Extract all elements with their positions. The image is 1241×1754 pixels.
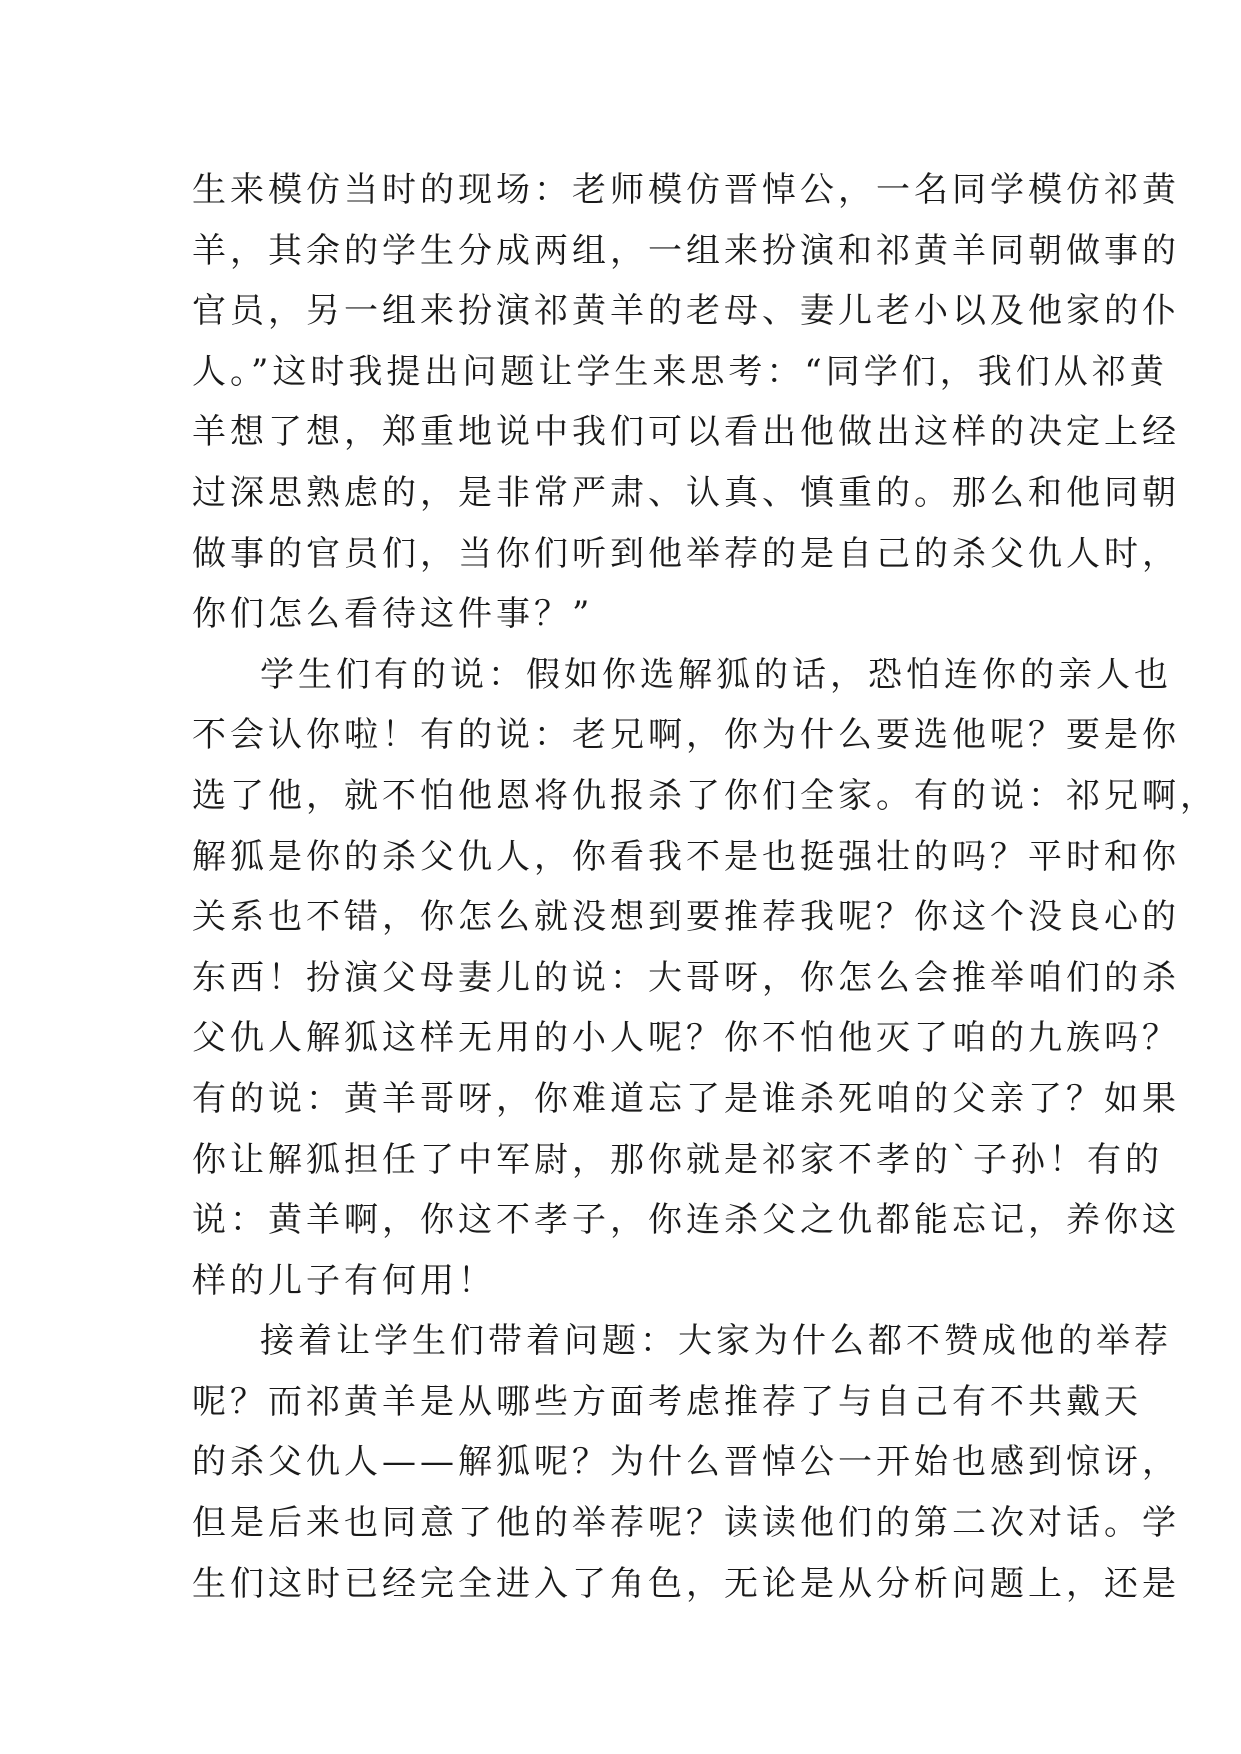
text-line: 选了他，就不怕他恩将仇报杀了你们全家。有的说：祁兄啊， <box>192 775 1218 816</box>
text-line: 生来模仿当时的现场：老师模仿晋悼公，一名同学模仿祁黄 <box>192 170 1180 210</box>
text-line: 东西！扮演父母妻儿的说：大哥呀，你怎么会推举咱们的杀 <box>192 957 1180 998</box>
text-line: 你让解狐担任了中军尉，那你就是祁家不孝的`子孙！有的 <box>192 1139 1163 1180</box>
text-line: 呢？而祁黄羊是从哪些方面考虑推荐了与自己有不共戴天 <box>192 1381 1142 1422</box>
text-line: 父仇人解狐这样无用的小人呢？你不怕他灭了咱的九族吗？ <box>192 1018 1180 1059</box>
text-line: 有的说：黄羊哥呀，你难道忘了是谁杀死咱的父亲了？如果 <box>192 1078 1180 1119</box>
text-line: 官员，另一组来扮演祁黄羊的老母、妻儿老小以及他家的仆 <box>192 291 1180 332</box>
text-line: 接着让学生们带着问题：大家为什么都不赞成他的举荐 <box>260 1321 1172 1362</box>
text-line: 样的儿子有何用！ <box>192 1260 496 1301</box>
text-line: 羊想了想，郑重地说中我们可以看出他做出这样的决定上经 <box>192 412 1180 453</box>
text-line: 做事的官员们，当你们听到他举荐的是自己的杀父仇人时， <box>192 533 1180 574</box>
text-line: 但是后来也同意了他的举荐呢？读读他们的第二次对话。学 <box>192 1503 1180 1544</box>
text-line: 你们怎么看待这件事？” <box>192 594 594 635</box>
text-line: 人。”这时我提出问题让学生来思考：“同学们，我们从祁黄 <box>192 351 1168 392</box>
text-line: 解狐是你的杀父仇人，你看我不是也挺强壮的吗？平时和你 <box>192 836 1180 877</box>
text-line: 不会认你啦！有的说：老兄啊，你为什么要选他呢？要是你 <box>192 715 1180 756</box>
text-line: 生们这时已经完全进入了角色，无论是从分析问题上，还是 <box>192 1563 1180 1604</box>
text-line: 过深思熟虑的，是非常严肃、认真、慎重的。那么和他同朝 <box>192 472 1180 513</box>
body-text <box>192 160 1218 1614</box>
text-line: 说：黄羊啊，你这不孝子，你连杀父之仇都能忘记，养你这 <box>192 1200 1180 1241</box>
text-line: 的杀父仇人——解狐呢？为什么晋悼公一开始也感到惊讶， <box>192 1442 1180 1483</box>
text-line: 羊，其余的学生分成两组，一组来扮演和祁黄羊同朝做事的 <box>192 230 1180 271</box>
text-line: 关系也不错，你怎么就没想到要推荐我呢？你这个没良心的 <box>192 897 1180 938</box>
text-line: 学生们有的说：假如你选解狐的话，恐怕连你的亲人也 <box>260 654 1172 695</box>
